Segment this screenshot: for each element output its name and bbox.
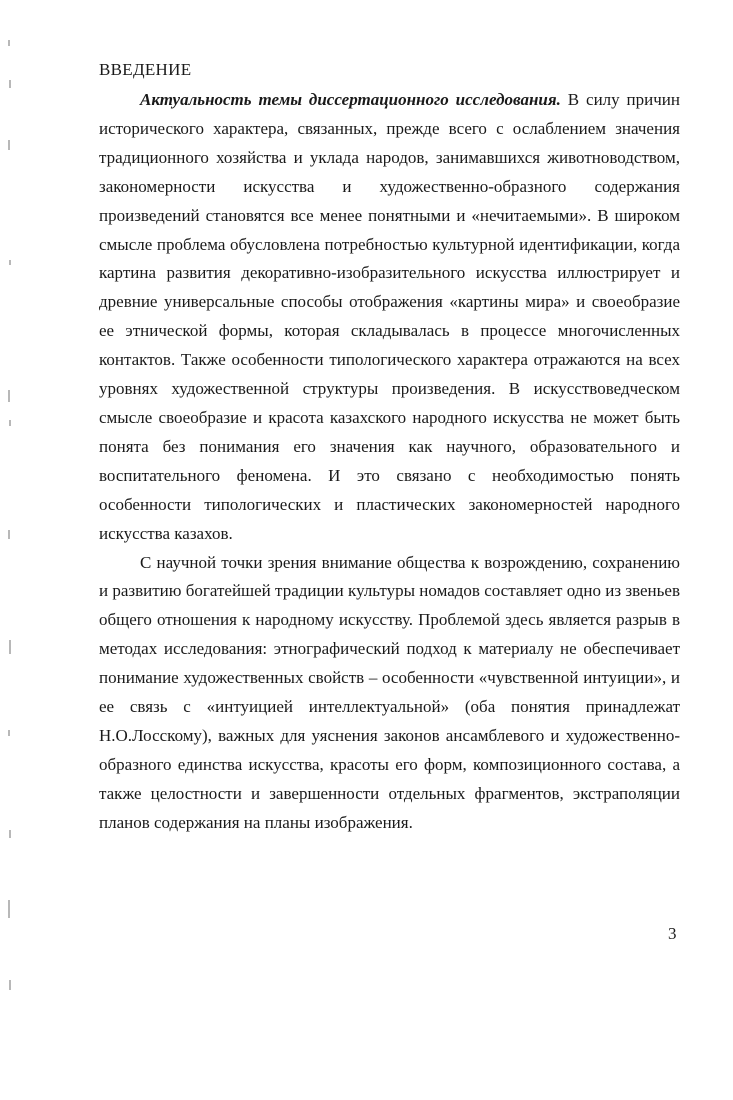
scan-artifact bbox=[8, 730, 10, 736]
scan-artifact bbox=[8, 530, 10, 539]
section-heading: ВВЕДЕНИЕ bbox=[99, 60, 192, 79]
scan-artifact bbox=[9, 420, 11, 426]
paragraph-2: С научной точки зрения внимание общества к возрождению, сохранению и развитию богатейшей традиции культуры номадов составляет одно из звеньев общего отношения к народному искусству. Проблемой здесь является разрыв в методах исследования: этнографический подход к материалу не обеспечивает понимание художественных свойств – особенности «чувственной интуиции», и ее связь с «интуицией интеллектуальной» (оба понятия принадлежат Н.О.Лосскому), важных для уяснения законов ансамблевого и художественно-образного единства искусства, красоты его форм, композиционного состава, а также целостности и завершенности отдельных фрагментов, экстраполяции планов содержания на планы изображения. bbox=[99, 552, 680, 832]
page-number: 3 bbox=[668, 924, 677, 943]
scan-artifact bbox=[8, 390, 10, 402]
paragraph-1-text: В силу причин исторического характера, связанных, прежде всего с ослаблением значения традиционного хозяйства и уклада народов, занимавшихся животноводством, закономерности искусства и художественно-образного содержания произведений становятся все менее понятными и «нечитаемыми». В широком смысле проблема обусловлена потребностью культурной идентификации, когда картина развития декоративно-изобразительного искусства иллюстрирует и древние универсальные способы отображения «картины мира» и своеобразие ее этнической формы, которая складывалась в процессе многочисленных контактов. Также особенности типологического характера отражаются на всех уровнях художественной структуры произведения. В искусствоведческом смысле своеобразие и красота казахского народного искусства не может быть понята без понимания его значения как научного, образовательного и воспитательного феномена. И это связано с необходимостью понять особенности типологических и пластических закономерностей народного искусства казахов. bbox=[99, 90, 680, 543]
paragraph-1 bbox=[99, 86, 680, 549]
scan-artifact bbox=[9, 640, 11, 654]
body-text bbox=[99, 86, 680, 838]
scan-artifact bbox=[9, 830, 11, 838]
scan-artifact bbox=[8, 140, 10, 150]
scan-artifact bbox=[9, 80, 11, 88]
scan-artifact bbox=[8, 900, 10, 918]
scan-artifact bbox=[8, 40, 10, 46]
scan-artifact bbox=[9, 260, 11, 265]
scan-artifact bbox=[9, 980, 11, 990]
paragraph-lead: Актуальность темы диссертационного исследования. bbox=[140, 90, 561, 109]
